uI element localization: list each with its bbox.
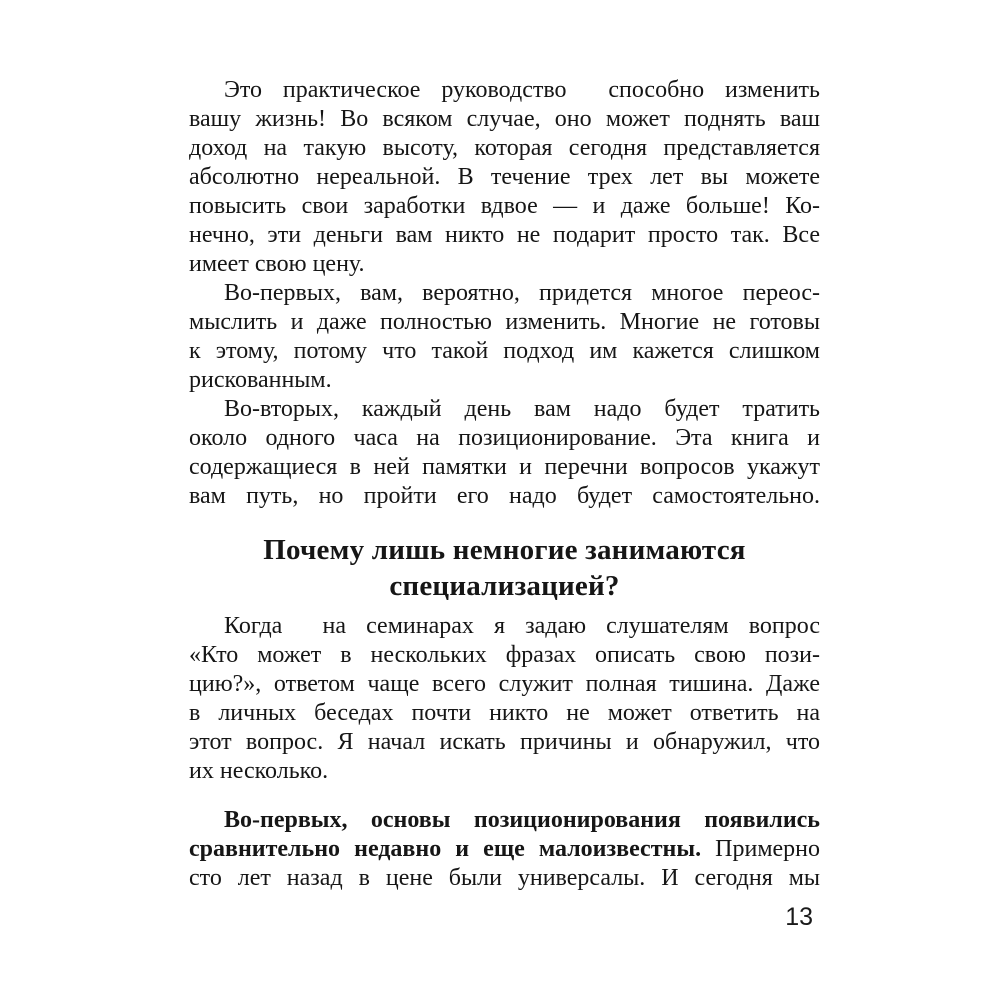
text-line: имеет свою цену.: [189, 251, 365, 277]
text-line: цию?», ответом чаще всего служит полная тишина. Даже: [189, 671, 820, 697]
text-line: содержащиеся в ней памятки и перечни вопросов укажут: [189, 454, 820, 480]
section-heading: [189, 532, 820, 604]
text-line: вашу жизнь! Во всяком случае, оно может поднять ваш: [189, 106, 820, 132]
text-line: в личных беседах почти никто не может ответить на: [189, 700, 820, 726]
section-heading-line: Почему лишь немногие занимаются: [263, 534, 746, 566]
text-line: их несколько.: [189, 758, 329, 784]
text-line: Во-первых, вам, вероятно, придется многое переос-: [224, 280, 820, 306]
text-line: доход на такую высоту, которая сегодня представляется: [189, 135, 820, 161]
text-line: вам путь, но пройти его надо будет самостоятельно.: [189, 483, 820, 509]
paragraph-secondly: [189, 395, 820, 511]
paragraph-intro: [189, 76, 820, 279]
regular-text: Примерно: [715, 836, 821, 862]
text-line: абсолютно нереальной. В течение трех лет вы можете: [189, 164, 820, 190]
text-line: Во-вторых, каждый день вам надо будет тратить: [224, 396, 820, 422]
section-heading-line: специализацией?: [389, 570, 620, 602]
paragraph-seminars: [189, 612, 820, 786]
bold-text: Во-первых, основы позиционирования появились: [224, 807, 820, 833]
text-line: нечно, эти деньги вам никто не подарит просто так. Все: [189, 222, 820, 248]
text-line: рискованным.: [189, 367, 332, 393]
text-column: [189, 76, 820, 893]
text-line: сто лет назад в цене были универсалы. И сегодня мы: [189, 865, 820, 891]
text-line: [189, 835, 820, 864]
text-line: около одного часа на позиционирование. Эта книга и: [189, 425, 820, 451]
paragraph-reasons: [189, 806, 820, 893]
text-line: мыслить и даже полностью изменить. Многие не готовы: [189, 309, 820, 335]
text-line: Когда на семинарах я задаю слушателям вопрос: [224, 613, 820, 639]
text-line: «Кто может в нескольких фразах описать свою пози-: [189, 642, 820, 668]
text-line: к этому, потому что такой подход им кажется слишком: [189, 338, 820, 364]
text-line: этот вопрос. Я начал искать причины и обнаружил, что: [189, 729, 820, 755]
text-line: повысить свои заработки вдвое — и даже больше! Ко-: [189, 193, 820, 219]
bold-text: сравнительно недавно и еще малоизвестны.: [189, 836, 702, 862]
paragraph-firstly: [189, 279, 820, 395]
text-line: [189, 806, 820, 835]
text-line: Это практическое руководство способно изменить: [224, 77, 820, 103]
page-number: 13: [785, 903, 813, 931]
